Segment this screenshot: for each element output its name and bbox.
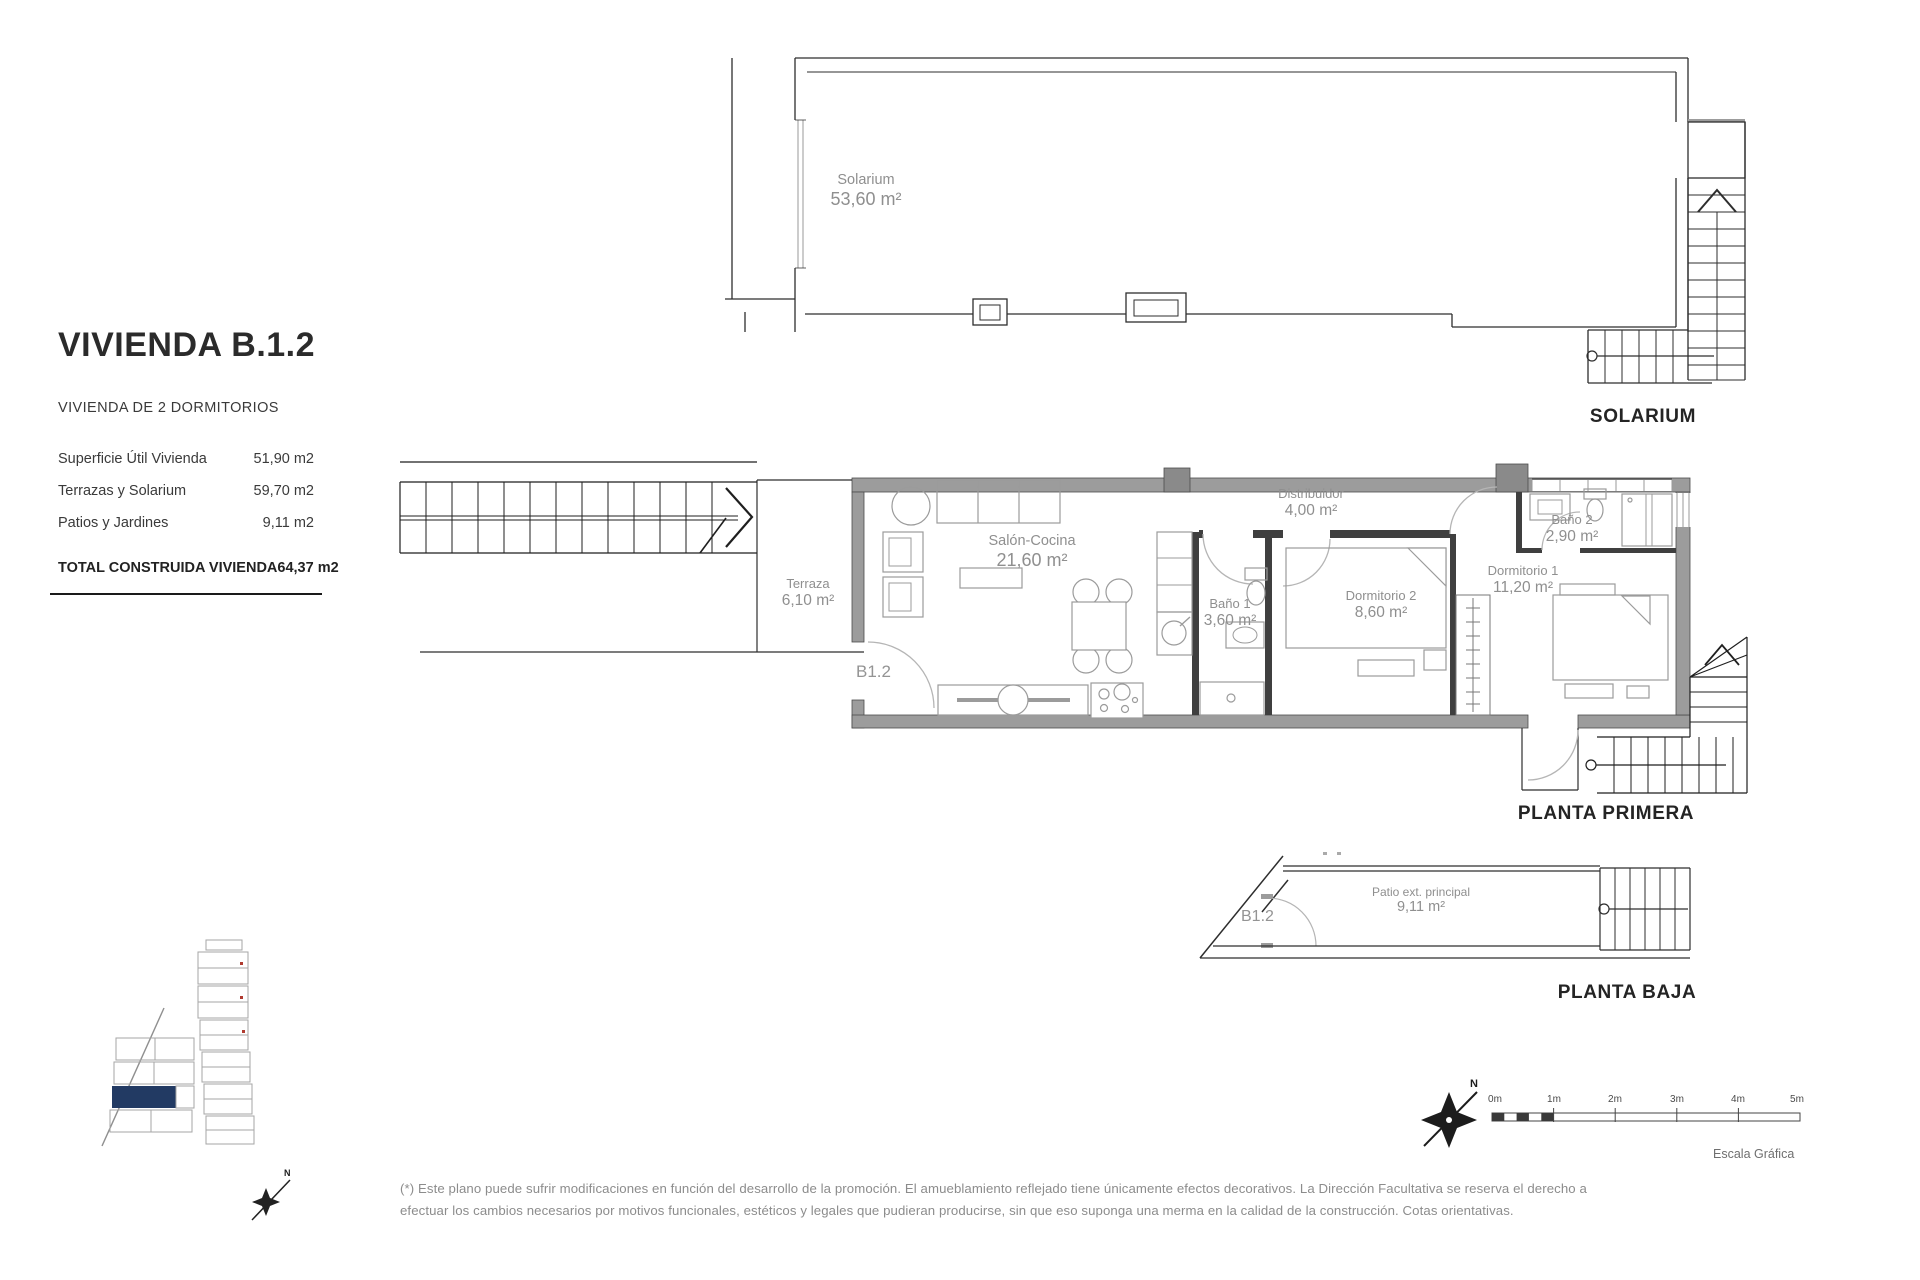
disclaimer-line-1: (*) Este plano puede sufrir modificaciones en función del desarrollo de la promoción. El amueblamiento reflejado tiene únicamente efectos decorativos. La Dirección Facultativa se reserva el derecho a bbox=[400, 1181, 1587, 1196]
scale-tick-label: 2m bbox=[1608, 1094, 1622, 1105]
surface-row bbox=[58, 483, 314, 499]
page-title: VIVIENDA B.1.2 bbox=[58, 326, 316, 364]
north-label-right: N bbox=[1470, 1078, 1478, 1090]
surface-row-label: Terrazas y Solarium bbox=[58, 483, 187, 499]
site-plan-thumbnail bbox=[102, 940, 254, 1146]
north-label-left: N bbox=[284, 1168, 291, 1178]
scale-tick-label: 5m bbox=[1790, 1094, 1804, 1105]
surface-row-label: Superficie Útil Vivienda bbox=[58, 451, 207, 467]
scale-caption: Escala Gráfica bbox=[1713, 1147, 1795, 1161]
caption-planta-baja: PLANTA BAJA bbox=[1557, 982, 1697, 1003]
room-label-terraza: Terraza 6,10 m² bbox=[781, 576, 835, 609]
surface-total-label: TOTAL CONSTRUIDA VIVIENDA bbox=[58, 560, 278, 576]
surface-total-row bbox=[58, 560, 339, 576]
solarium-plan-linework bbox=[725, 58, 1745, 383]
room-label-bano2: Baño 2 2,90 m² bbox=[1545, 512, 1599, 545]
surface-row bbox=[58, 515, 314, 531]
unit-code-primera: B1.2 bbox=[856, 662, 891, 681]
caption-solarium: SOLARIUM bbox=[1589, 406, 1697, 427]
compass-icon-left bbox=[252, 1180, 290, 1220]
dorm1-furniture bbox=[1553, 584, 1668, 698]
page-subtitle: VIVIENDA DE 2 DORMITORIOS bbox=[58, 400, 279, 416]
scale-bar bbox=[1492, 1108, 1800, 1122]
room-label-distribuidor: Distribuidor 4,00 m² bbox=[1278, 486, 1344, 519]
surface-row-value: 51,90 m2 bbox=[253, 451, 314, 467]
room-label-salon-cocina: Salón-Cocina 21,60 m² bbox=[988, 533, 1076, 571]
scale-tick-label: 0m bbox=[1488, 1094, 1502, 1105]
info-panel bbox=[58, 326, 316, 416]
room-label-dormitorio2: Dormitorio 2 8,60 m² bbox=[1345, 588, 1417, 621]
primera-access-stair bbox=[400, 462, 757, 553]
room-label-bano1: Baño 1 3,60 m² bbox=[1203, 596, 1257, 629]
total-underline bbox=[50, 593, 322, 595]
surface-row bbox=[58, 451, 314, 467]
scale-tick-label: 1m bbox=[1547, 1094, 1561, 1105]
bano1-fixtures bbox=[1200, 568, 1267, 715]
surface-row-value: 9,11 m2 bbox=[262, 515, 314, 531]
scale-tick-label: 4m bbox=[1731, 1094, 1745, 1105]
primera-plan-structure-lines bbox=[420, 480, 1578, 790]
compass-icon-right bbox=[1421, 1092, 1477, 1148]
disclaimer-line-2: efectuar los cambios necesarios por motivos funcionales, estéticos y legales que pudieran producirse, sin que eso suponga una merma en la calidad de la construcción. Cotas orientativas. bbox=[400, 1203, 1514, 1218]
room-label-dormitorio1: Dormitorio 1 11,20 m² bbox=[1487, 563, 1559, 596]
caption-planta-primera: PLANTA PRIMERA bbox=[1517, 803, 1695, 824]
surface-row-label: Patios y Jardines bbox=[58, 515, 169, 531]
unit-code-baja: B1.2 bbox=[1241, 908, 1274, 925]
room-label-solarium: Solarium 53,60 m² bbox=[830, 172, 902, 210]
scale-tick-label: 3m bbox=[1670, 1094, 1684, 1105]
room-label-patio: Patio ext. principal 9,11 m² bbox=[1371, 885, 1471, 916]
surface-row-value: 59,70 m2 bbox=[253, 483, 314, 499]
surface-total-value: 64,37 m2 bbox=[277, 560, 339, 576]
